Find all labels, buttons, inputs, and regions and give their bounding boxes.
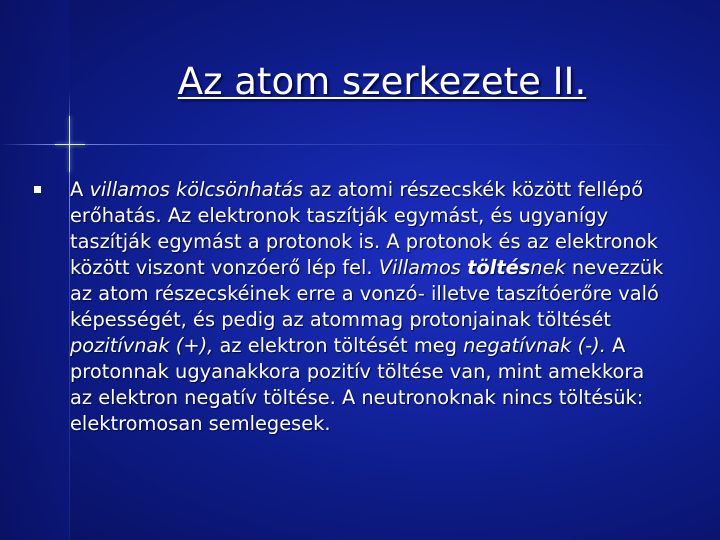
body-paragraph — [70, 177, 670, 437]
text-run-bold-italic: töltés — [467, 256, 531, 279]
text-run-italic: nek — [530, 256, 566, 279]
text-run-italic: pozitívnak (+), — [70, 334, 214, 357]
slide-title: Az atom szerkezete II. — [177, 60, 587, 103]
text-run-italic: Villamos — [378, 256, 468, 279]
horizontal-decorative-line — [0, 144, 720, 145]
text-run: az atomi részecskék között fellépő erőhatás. Az elektronok taszítják egymást, és ugyanígy taszítják egymást a protonok is. A protonok és az elektronok között viszont vonzóerő lép fel. — [70, 178, 658, 279]
text-run: A — [70, 178, 90, 201]
sparkle-cross-icon — [55, 116, 85, 172]
text-run-italic: villamos kölcsönhatás — [89, 178, 304, 201]
text-run: A protonnak ugyanakkora pozitív töltése van, mint amekkora az elektron negatív töltése. A neutronoknak nincs töltésük: elektromosan semlegesek. — [70, 334, 645, 435]
text-run: az elektron töltését meg — [213, 334, 464, 357]
bullet-square-icon — [34, 186, 41, 193]
text-run: nevezzük az atom részecskéinek erre a vonzó- illetve taszítóerőre való képességét, és pedig az atommag protonjainak töltését — [70, 256, 664, 331]
text-run-italic: negatívnak (-). — [463, 334, 606, 357]
